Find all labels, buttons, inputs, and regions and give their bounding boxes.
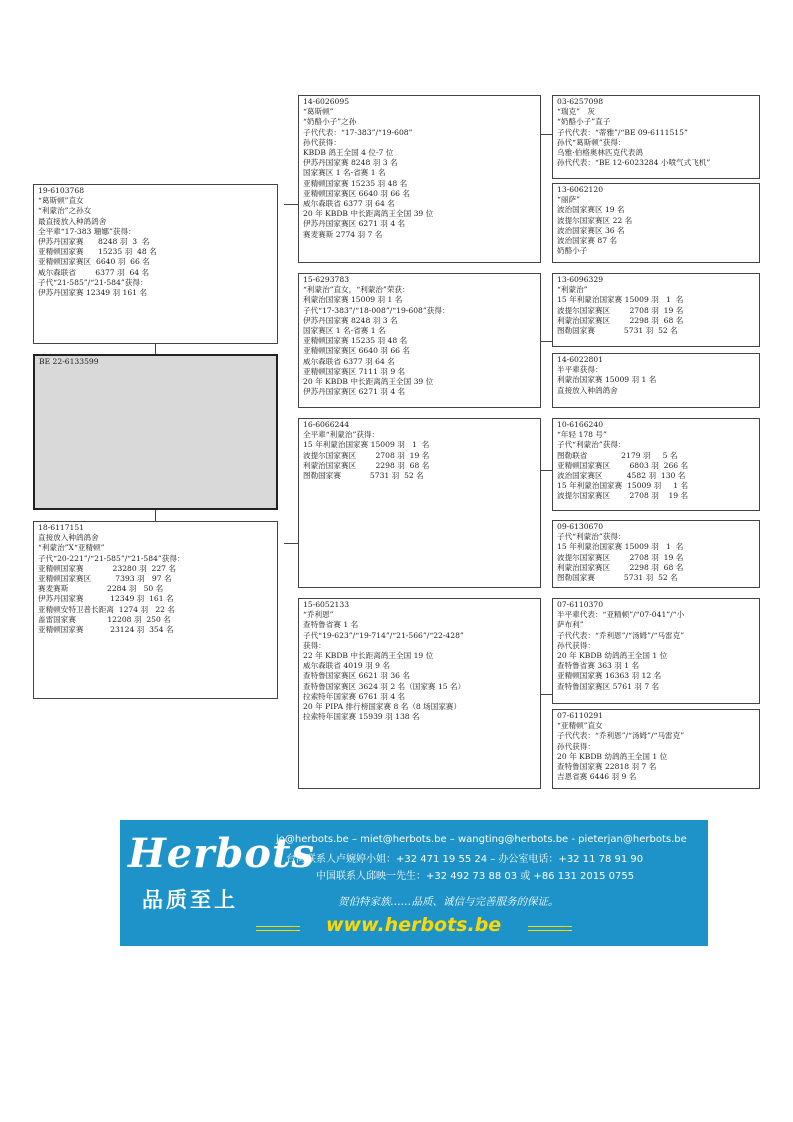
ring-number: 16-6066244 [303,420,350,429]
info-line: “丽萨” [557,195,580,205]
info-line: 波提尔国家赛区 2708 羽 19 名 [303,450,430,460]
info-line: 查特鲁国家赛 22818 羽 7 名 [557,762,657,772]
china-contact: 中国联系人邱映一先生：+32 492 73 88 03 或 +86 131 2015 0755 [316,871,635,882]
info-line: 全平辈“利蒙治”获得： [303,430,380,440]
info-line: “奶酪小子”直子 [557,117,611,127]
ring-number: 07-6110370 [557,600,604,609]
info-line: 伊苏丹国家赛 8248 羽 3 名 [38,237,150,247]
dds-card [552,598,760,704]
info-line: 查特鲁国家赛区 6621 羽 36 名 [303,671,410,681]
connector [155,510,156,521]
info-line: KBDB 鸽王全国 4 位-7 位 [303,148,394,158]
divider-left [256,926,300,931]
info-line: 利蒙治国家赛区 2298 羽 68 名 [557,562,684,572]
info-line: 威尔森联省 6377 羽 64 名 [303,356,395,366]
info-line: 威尔森联省 4019 羽 9 名 [303,661,390,671]
info-line: 波提尔国家赛区 2708 羽 19 名 [557,491,689,501]
info-line: “葛斯顿” [303,107,334,117]
sds-card [552,273,760,347]
info-line: 亚精顿国家赛 15235 羽 48 名 [38,247,157,257]
info-line: 国家赛区 1 名-省赛 1 名 [303,326,386,336]
dam-sire-card [298,418,541,588]
info-line: 波提尔国家赛区 2708 羽 19 名 [557,552,684,562]
info-line: 查特鲁国家赛区 3624 羽 2 名（国家赛 15 名） [303,681,466,691]
info-line: 伊苏丹国家赛区 6271 羽 4 名 [303,219,406,229]
dam-card [33,521,278,699]
info-line: 波治国家赛区 19 名 [557,205,625,215]
info-line: 子代代表：“乔利恩”/“汤姆”/“马雷克” [557,731,685,741]
connector [540,134,552,135]
info-line: 子代“利蒙治”获得： [557,532,626,542]
info-line: 波治国家赛区 4582 羽 130 名 [557,471,686,481]
sire-sire-card [298,95,541,263]
info-line: 萨布利” [557,620,584,630]
info-line: 拉索特年国家赛 15939 羽 138 名 [303,712,420,722]
info-line: 伊苏丹国家赛 8248 羽 3 名 [303,158,398,168]
info-line: 子代代表：“乔利恩”/“汤姆”/“马雷克” [557,630,685,640]
info-line: “年轻 178 号” [557,430,607,440]
info-line: “利蒙治”X“亚精顿” [38,543,105,553]
info-line: 15 年利蒙治国家赛 15009 羽 1 名 [303,440,430,450]
info-line: 利蒙治国家赛区 2298 羽 68 名 [557,315,684,325]
info-line: 波治国家赛 87 名 [557,236,618,246]
info-line: 子代“20-221”/“21-585”/“21-584”获得： [38,553,185,563]
info-line: 图勒国家赛 5731 羽 52 名 [557,326,678,336]
info-line: 20 年 KBDB 幼鸽鸽王全国 1 位 [557,751,668,761]
info-line: “利蒙治”之孙女 [38,206,92,216]
info-line: 国家赛区 1 名-省赛 1 名 [303,168,386,178]
ssd-card [552,183,760,263]
info-line: 威尔森联省 6377 羽 64 名 [303,199,395,209]
info-line: 直接放入种鸽鸽舍 [557,385,618,395]
dam-dam-card [298,598,541,789]
ring-number: 18-6117151 [38,523,85,532]
connector [540,694,552,695]
info-line: 亚精顿国家赛区 6640 羽 66 名 [38,257,150,267]
info-line: 20 年 PIPA 排行榜国家赛 8 名（8 场国家赛） [303,702,462,712]
info-line: 伊苏丹国家赛 12349 羽 161 名 [38,288,148,298]
info-line: “亚精顿”直女 [557,721,603,731]
connector [540,470,552,471]
info-line: 20 年 KBDB 中长距离鸽王全国 39 位 [303,377,434,387]
info-line: 15 年利蒙治国家赛 15009 羽 1 名 [557,481,689,491]
info-line: 赛麦赛斯 2774 羽 7 名 [303,229,383,239]
info-line: 利蒙治国家赛 15009 羽 1 名 [557,375,657,385]
info-line: 15 年利蒙治国家赛 15009 羽 1 名 [557,295,684,305]
info-line: 查特鲁国家赛区 5761 羽 7 名 [557,681,660,691]
info-line: 伊苏丹国家赛 8248 羽 3 名 [303,315,398,325]
info-line: 孙代获得： [557,640,595,650]
info-line: 波治国家赛区 36 名 [557,225,625,235]
ring-number: 14-6026095 [303,97,350,106]
connector [284,543,298,544]
info-line: 图勒联省 2179 羽 5 名 [557,450,678,460]
ring-number: 13-6096329 [557,275,604,284]
info-line: 亚精顿国家赛区 6803 羽 266 名 [557,460,689,470]
ring-number: 15-6052133 [303,600,350,609]
info-line: 半平辈获得： [557,365,603,375]
info-line: “利蒙治” [557,285,588,295]
tagline: 贺伯特家族……品质、诚信与完善服务的保证。 [338,896,559,908]
info-line: “葛斯顿”直女 [38,196,84,206]
info-line: 20 年 KBDB 幼鸽鸽王全国 1 位 [557,651,668,661]
info-line: 15 年利蒙治国家赛 15009 羽 1 名 [557,542,684,552]
info-line: 子代“17-383”/“18-008”/“19-608”获得： [303,305,450,315]
herbots-logo: Herbots [128,830,315,877]
info-line: 半平辈代表：“亚精顿”/“07-041”/“小 [557,610,685,620]
info-line: 亚精顿国家赛区 6640 羽 66 名 [303,188,410,198]
info-line: 子代代表：“17-383”/“19-608” [303,127,413,137]
info-line: 子代“利蒙治”获得： [557,440,626,450]
sire-card [33,184,278,344]
info-line: 亚精顿国家赛区 7111 羽 9 名 [303,366,406,376]
ring-number: 10-6166240 [557,420,604,429]
ring-number: 09-6130670 [557,522,604,531]
info-line: 乌雅·伯格奥林匹克代表鸽 [557,148,643,158]
info-line: 伊苏丹国家赛 12349 羽 161 名 [38,594,174,604]
info-line: 图勒国家赛 5731 羽 52 名 [303,471,424,481]
contact-emails[interactable]: jo@herbots.be – miet@herbots.be – wangting@herbots.be - pieterjan@herbots.be [276,834,687,845]
ring-number: 07-6110291 [557,711,604,720]
sdd-card [552,353,760,408]
info-line: 波提尔国家赛区 22 名 [557,215,633,225]
divider-right [528,926,572,931]
info-line: “乔利恩” [303,610,334,620]
info-line: “瑞克” 灰 [557,107,595,117]
ring-number: 03-6257098 [557,97,604,106]
subject-ring-number: BE 22-6133599 [39,357,99,366]
sire-dam-card [298,273,541,408]
info-line: 20 年 KBDB 中长距离鸽王全国 39 位 [303,209,434,219]
info-line: 伊苏丹国家赛区 6271 羽 4 名 [303,387,406,397]
info-line: 最直接放入种鸽鸽舍 [38,216,107,226]
info-line: 吉恩省赛 6446 羽 9 名 [557,772,637,782]
info-line: 威尔森联省 6377 羽 64 名 [38,267,150,277]
ring-number: 13-6062120 [557,185,604,194]
ddd-card [552,709,760,789]
info-line: 22 年 KBDB 中长距离鸽王全国 19 位 [303,651,434,661]
subject-card [33,354,278,510]
connector [155,344,156,354]
info-line: 拉索特年国家赛 6761 羽 4 名 [303,691,406,701]
info-line: 亚精顿国家赛区 6640 羽 66 名 [303,346,410,356]
taiwan-contact: 台湾联系人卢婉婷小姐：+32 471 19 55 24 – 办公室电话：+32 11 78 91 90 [286,854,644,865]
website-link[interactable]: www.herbots.be [326,914,502,936]
ring-number: 15-6293783 [303,275,350,284]
dss-card [552,418,760,511]
sss-card [552,95,760,179]
info-line: 亚精顿国家赛 23280 羽 227 名 [38,563,177,573]
info-line: 查特鲁省赛 363 羽 1 名 [557,661,640,671]
info-line: 利蒙治国家赛区 2298 羽 68 名 [303,460,430,470]
info-line: 图勒国家赛 5731 羽 52 名 [557,573,678,583]
info-line: 赛麦赛斯 2284 羽 50 名 [38,584,164,594]
connector [284,204,298,205]
info-line: 亚精顿国家赛 15235 羽 48 名 [303,336,408,346]
info-line: 全平辈“17-383 珊娜”获得： [38,226,136,236]
ring-number: 19-6103768 [38,186,85,195]
info-line: 盖雷国家赛 12208 羽 250 名 [38,614,171,624]
info-line: 亚精顿国家赛区 7393 羽 97 名 [38,574,172,584]
info-line: 波提尔国家赛区 2708 羽 19 名 [557,305,684,315]
dsd-card [552,520,760,588]
slogan: 品质至上 [142,888,238,912]
info-line: 孙代获得： [557,741,595,751]
info-line: 奶酪小子 [557,246,588,256]
info-line: 利蒙治国家赛 15009 羽 1 名 [303,295,403,305]
info-line: “利蒙治”直女，“利蒙治”荣获： [303,285,410,295]
info-line: 亚精顿国家赛 15235 羽 48 名 [303,178,408,188]
info-line: 孙代获得： [303,137,341,147]
info-line: 子代“21-585”/“21-584”获得： [38,277,148,287]
info-line: 亚精顿国家赛 16363 羽 12 名 [557,671,662,681]
info-line: “奶酪小子”之孙 [303,117,357,127]
info-line: 亚精顿国家赛 23124 羽 354 名 [38,625,174,635]
info-line: 孙代“葛斯顿”获得： [557,137,626,147]
connector [540,341,552,342]
info-line: 查特鲁省赛 1 名 [303,620,359,630]
info-line: 子代代表：“蒂雅”/“BE 09-6111515” [557,127,688,137]
info-line: 子代“19-623”/“19-714”/“21-566”/“22-428” [303,630,464,640]
info-line: 直接放入种鸽鸽舍 [38,533,99,543]
herbots-banner [120,820,708,946]
info-line: 亚精顿安特卫普长距离 1274 羽 22 名 [38,604,176,614]
ring-number: 14-6022801 [557,355,604,364]
info-line: 孙代代表：“BE 12-6023284 小喷气式飞机” [557,158,711,168]
info-line: 获得： [303,640,326,650]
